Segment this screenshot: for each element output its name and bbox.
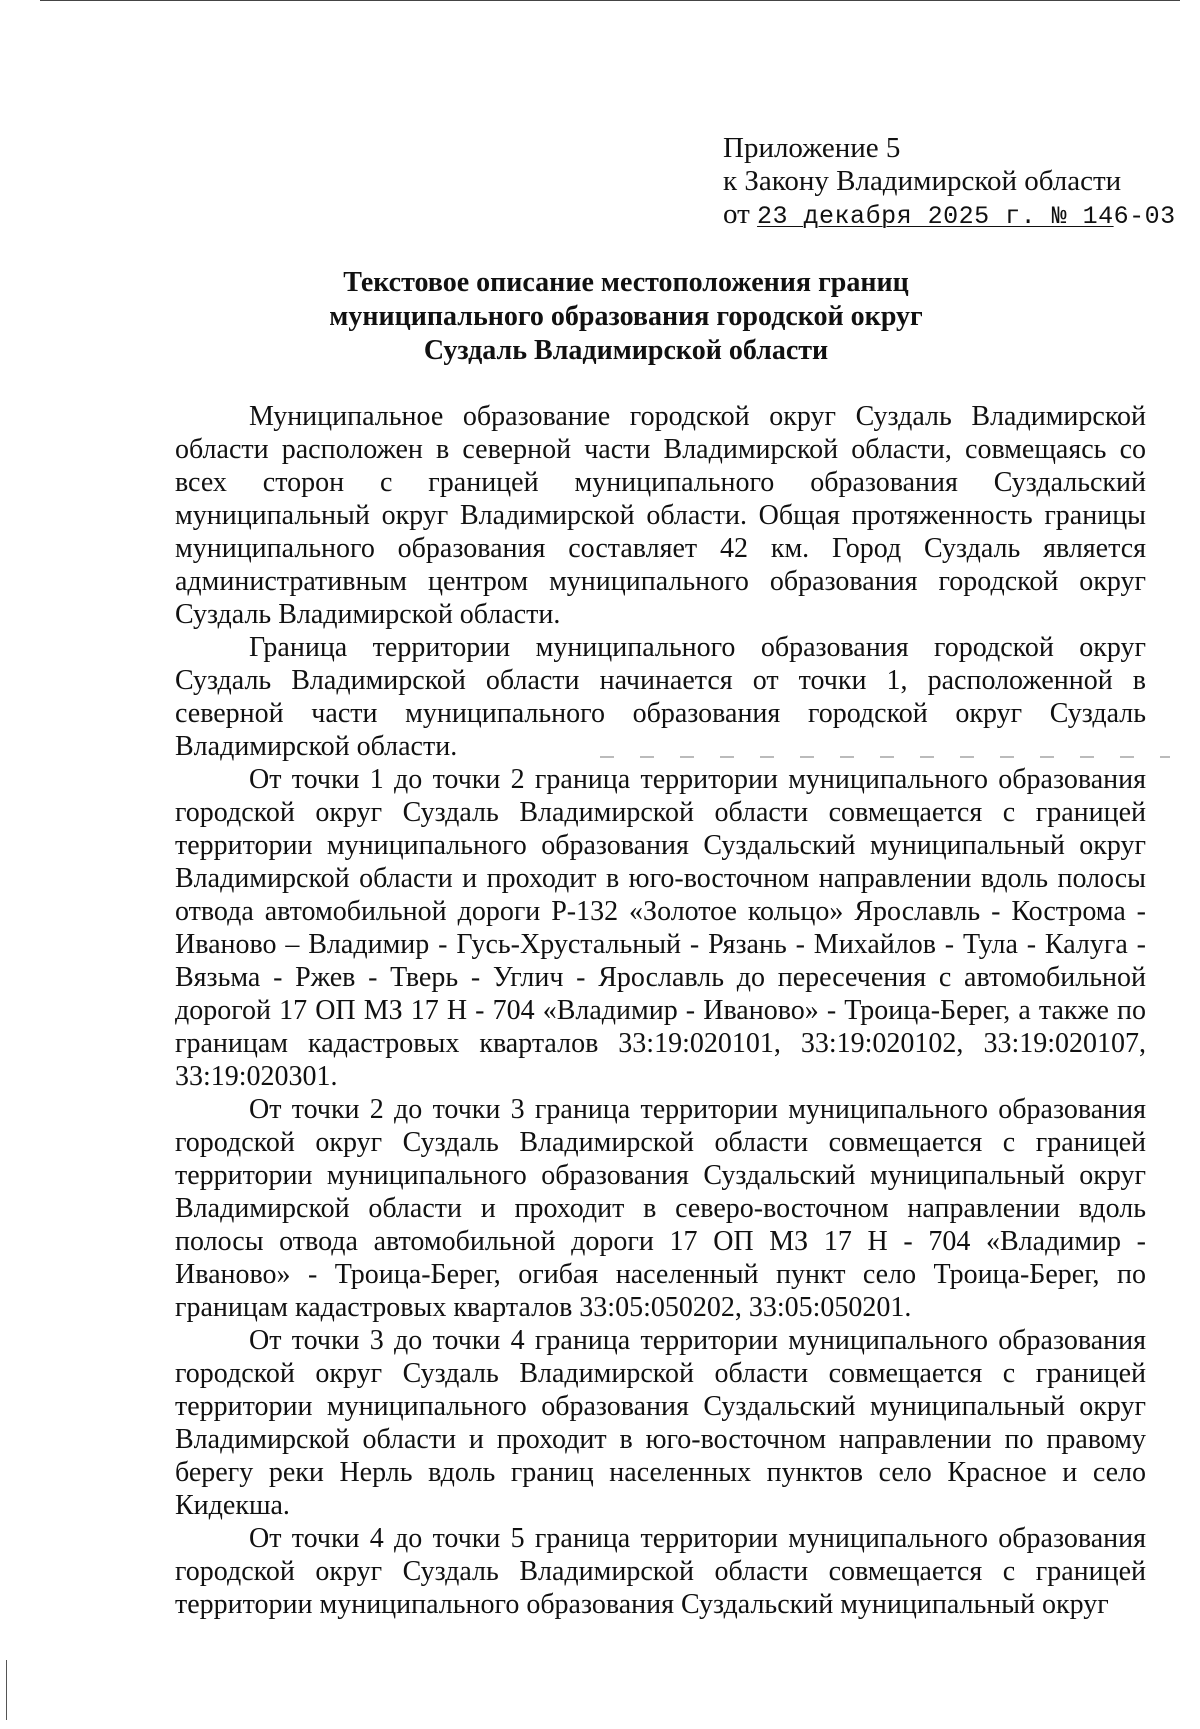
appendix-line-1: Приложение 5 [723, 132, 901, 164]
paragraph-point-3-4: От точки 3 до точки 4 граница территории муниципального образования городской округ Суздаль Владимирской области совмещается с границей территории муниципального образования Суздальский муниципальный округ Владимирской области и проходит в юго-восточном направлении по правому берегу реки Нерль вдоль границ населенных пунктов село Красное и село Кидекша. [175, 1325, 1146, 1521]
title-line-1: Текстовое описание местоположения границ [343, 267, 909, 298]
appendix-number-tail: 6-03 [1113, 202, 1176, 231]
scan-artifact-line [600, 756, 1170, 758]
document-title [176, 266, 1076, 368]
appendix-ot-label: от [723, 198, 750, 230]
paragraph-point-1-2: От точки 1 до точки 2 граница территории муниципального образования городской округ Суздаль Владимирской области совмещается с границей территории муниципального образования Суздальский муниципальный округ Владимирской области и проходит в юго-восточном направлении вдоль полосы отвода автомобильной дороги Р-132 «Золотое кольцо» Ярославль - Кострома - Иваново – Владимир - Гусь-Хрустальный - Рязань - Михайлов - Тула - Калуга - Вязьма - Ржев - Тверь - Углич - Ярославль до пересечения с автомобильной дорогой 17 ОП МЗ 17 Н - 704 «Владимир - Иваново» - Троица-Берег, а также по границам кадастровых кварталов 33:19:020101, 33:19:020102, 33:19:020107, 33:19:020301. [175, 764, 1146, 1092]
scan-top-edge [40, 0, 1180, 1]
paragraph-point-4-5: От точки 4 до точки 5 граница территории муниципального образования городской округ Суздаль Владимирской области совмещается с границей территории муниципального образования Суздальский муниципальный округ [175, 1523, 1146, 1620]
appendix-line-2: к Закону Владимирской области [723, 165, 1122, 197]
paragraph-boundary-start: Граница территории муниципального образования городской округ Суздаль Владимирской области начинается от точки 1, расположенной в северной части муниципального образования городской округ Суздаль Владимирской области. [175, 632, 1146, 762]
appendix-header [723, 132, 1183, 233]
appendix-date-number: 23 декабря 2025 г. № 14 [757, 202, 1114, 231]
paragraph-point-2-3: От точки 2 до точки 3 граница территории муниципального образования городской округ Суздаль Владимирской области совмещается с границей территории муниципального образования Суздальский муниципальный округ Владимирской области и проходит в северо-восточном направлении вдоль полосы отвода автомобильной дороги 17 ОП МЗ 17 Н - 704 «Владимир - Иваново» - Троица-Берег, огибая населенный пункт село Троица-Берег, по границам кадастровых кварталов 33:05:050202, 33:05:050201. [175, 1094, 1146, 1323]
title-line-2: муниципального образования городской округ [329, 301, 923, 332]
appendix-line-3 [723, 198, 1183, 233]
document-body [175, 400, 1146, 1621]
scan-left-edge-mark [6, 1660, 7, 1720]
title-line-3: Суздаль Владимирской области [423, 335, 829, 366]
paragraph-intro: Муниципальное образование городской округ Суздаль Владимирской области расположен в северной части Владимирской области, совмещаясь со всех сторон с границей муниципального образования Суздальский муниципальный округ Владимирской области. Общая протяженность границы муниципального образования составляет 42 км. Город Суздаль является административным центром муниципального образования городской округ Суздаль Владимирской области. [175, 401, 1146, 630]
